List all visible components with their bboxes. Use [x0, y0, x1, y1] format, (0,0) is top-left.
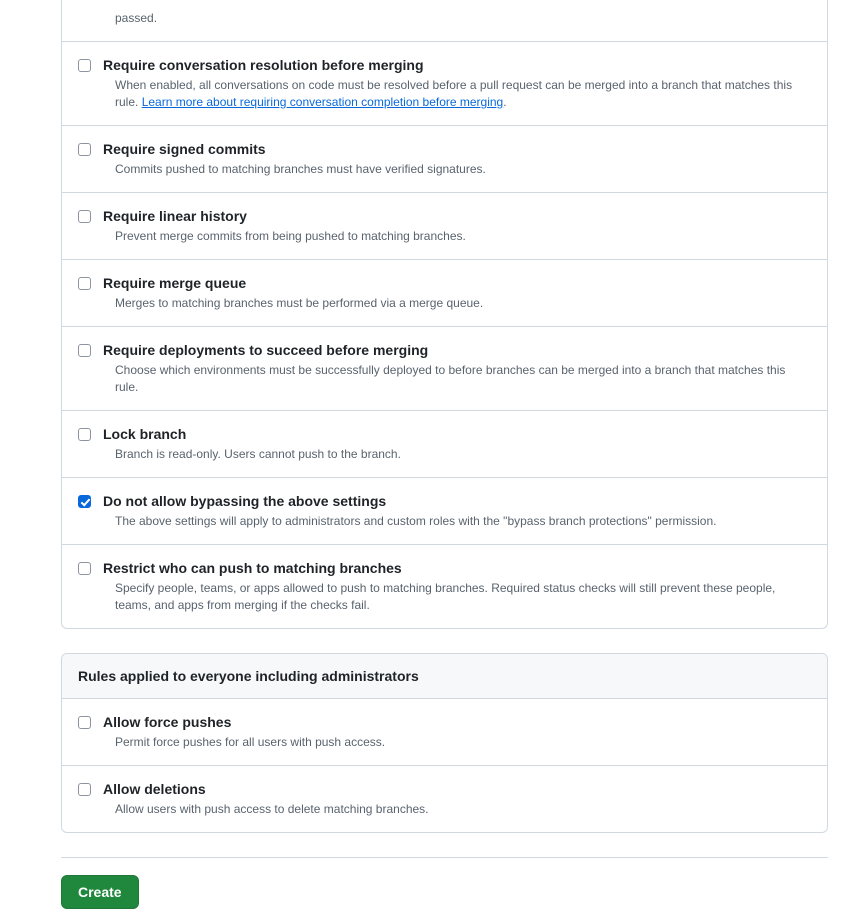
rule-description: Specify people, teams, or apps allowed to push to matching branches. Required status checks will still prevent these people, teams, and apps from merging if the checks fail. [115, 581, 776, 612]
rule-description: The above settings will apply to administrators and custom roles with the "bypass branch protections" permission. [115, 514, 717, 528]
rule-label: Require merge queue [103, 275, 247, 291]
rule-description: Prevent merge commits from being pushed to matching branches. [115, 229, 466, 243]
checkbox-require-linear-history[interactable] [78, 210, 91, 223]
branch-rules-panel [61, 0, 828, 629]
learn-more-link[interactable]: Learn more about requiring conversation completion before merging [141, 95, 504, 109]
rule-description: Commits pushed to matching branches must have verified signatures. [115, 162, 486, 176]
rule-header [78, 492, 811, 511]
rule-description-text: When enabled, all conversations on code must be resolved before a pull request can be merged into a branch that matches this rule. [115, 78, 793, 109]
rule-label: Require conversation resolution before merging [103, 57, 424, 73]
rule-require-signed-commits [62, 126, 827, 193]
rule-require-merge-queue [62, 260, 827, 327]
rule-description: Branch is read-only. Users cannot push to the branch. [115, 447, 401, 461]
rule-label: Allow force pushes [103, 714, 232, 730]
checkbox-do-not-allow-bypassing[interactable] [78, 495, 91, 508]
rule-description: Choose which environments must be successfully deployed to before branches can be merged into a branch that matches this rule. [115, 363, 786, 394]
rule-allow-deletions [62, 766, 827, 832]
rule-description [115, 77, 811, 111]
rule-label: Do not allow bypassing the above settings [103, 493, 387, 509]
rule-header [78, 559, 811, 578]
rule-description: Allow users with push access to delete matching branches. [115, 802, 429, 816]
rule-header [78, 56, 811, 75]
rule-partial-text: passed. [115, 11, 158, 25]
rule-description: Permit force pushes for all users with push access. [115, 735, 386, 749]
rule-partial-top [62, 0, 827, 42]
rule-label: Lock branch [103, 426, 187, 442]
rule-header [78, 780, 811, 799]
everyone-rules-panel [61, 653, 828, 833]
rule-restrict-who-can-push [62, 545, 827, 628]
rule-header [78, 274, 811, 293]
rule-require-conversation-resolution [62, 42, 827, 126]
rule-header [78, 207, 811, 226]
rule-header [78, 341, 811, 360]
rule-require-deployments [62, 327, 827, 411]
rule-label: Require deployments to succeed before merging [103, 342, 429, 358]
checkbox-restrict-who-can-push[interactable] [78, 562, 91, 575]
rule-description-tail: . [503, 95, 507, 109]
checkbox-require-signed-commits[interactable] [78, 143, 91, 156]
checkbox-require-conversation-resolution[interactable] [78, 59, 91, 72]
settings-content [61, 0, 828, 909]
rule-label: Restrict who can push to matching branches [103, 560, 402, 576]
rule-label: Allow deletions [103, 781, 206, 797]
rule-require-linear-history [62, 193, 827, 260]
rule-label: Require signed commits [103, 141, 266, 157]
rule-header [78, 713, 811, 732]
rule-lock-branch [62, 411, 827, 478]
rule-do-not-allow-bypassing [62, 478, 827, 545]
checkbox-allow-force-pushes[interactable] [78, 716, 91, 729]
checkbox-require-deployments[interactable] [78, 344, 91, 357]
rule-header [78, 140, 811, 159]
rule-allow-force-pushes [62, 699, 827, 766]
checkbox-allow-deletions[interactable] [78, 783, 91, 796]
rule-description: Merges to matching branches must be performed via a merge queue. [115, 296, 484, 310]
checkbox-require-merge-queue[interactable] [78, 277, 91, 290]
rule-label: Require linear history [103, 208, 247, 224]
rule-header [78, 425, 811, 444]
everyone-rules-header: Rules applied to everyone including administrators [62, 654, 827, 699]
form-footer [61, 857, 828, 909]
create-button[interactable]: Create [61, 875, 139, 909]
checkbox-lock-branch[interactable] [78, 428, 91, 441]
